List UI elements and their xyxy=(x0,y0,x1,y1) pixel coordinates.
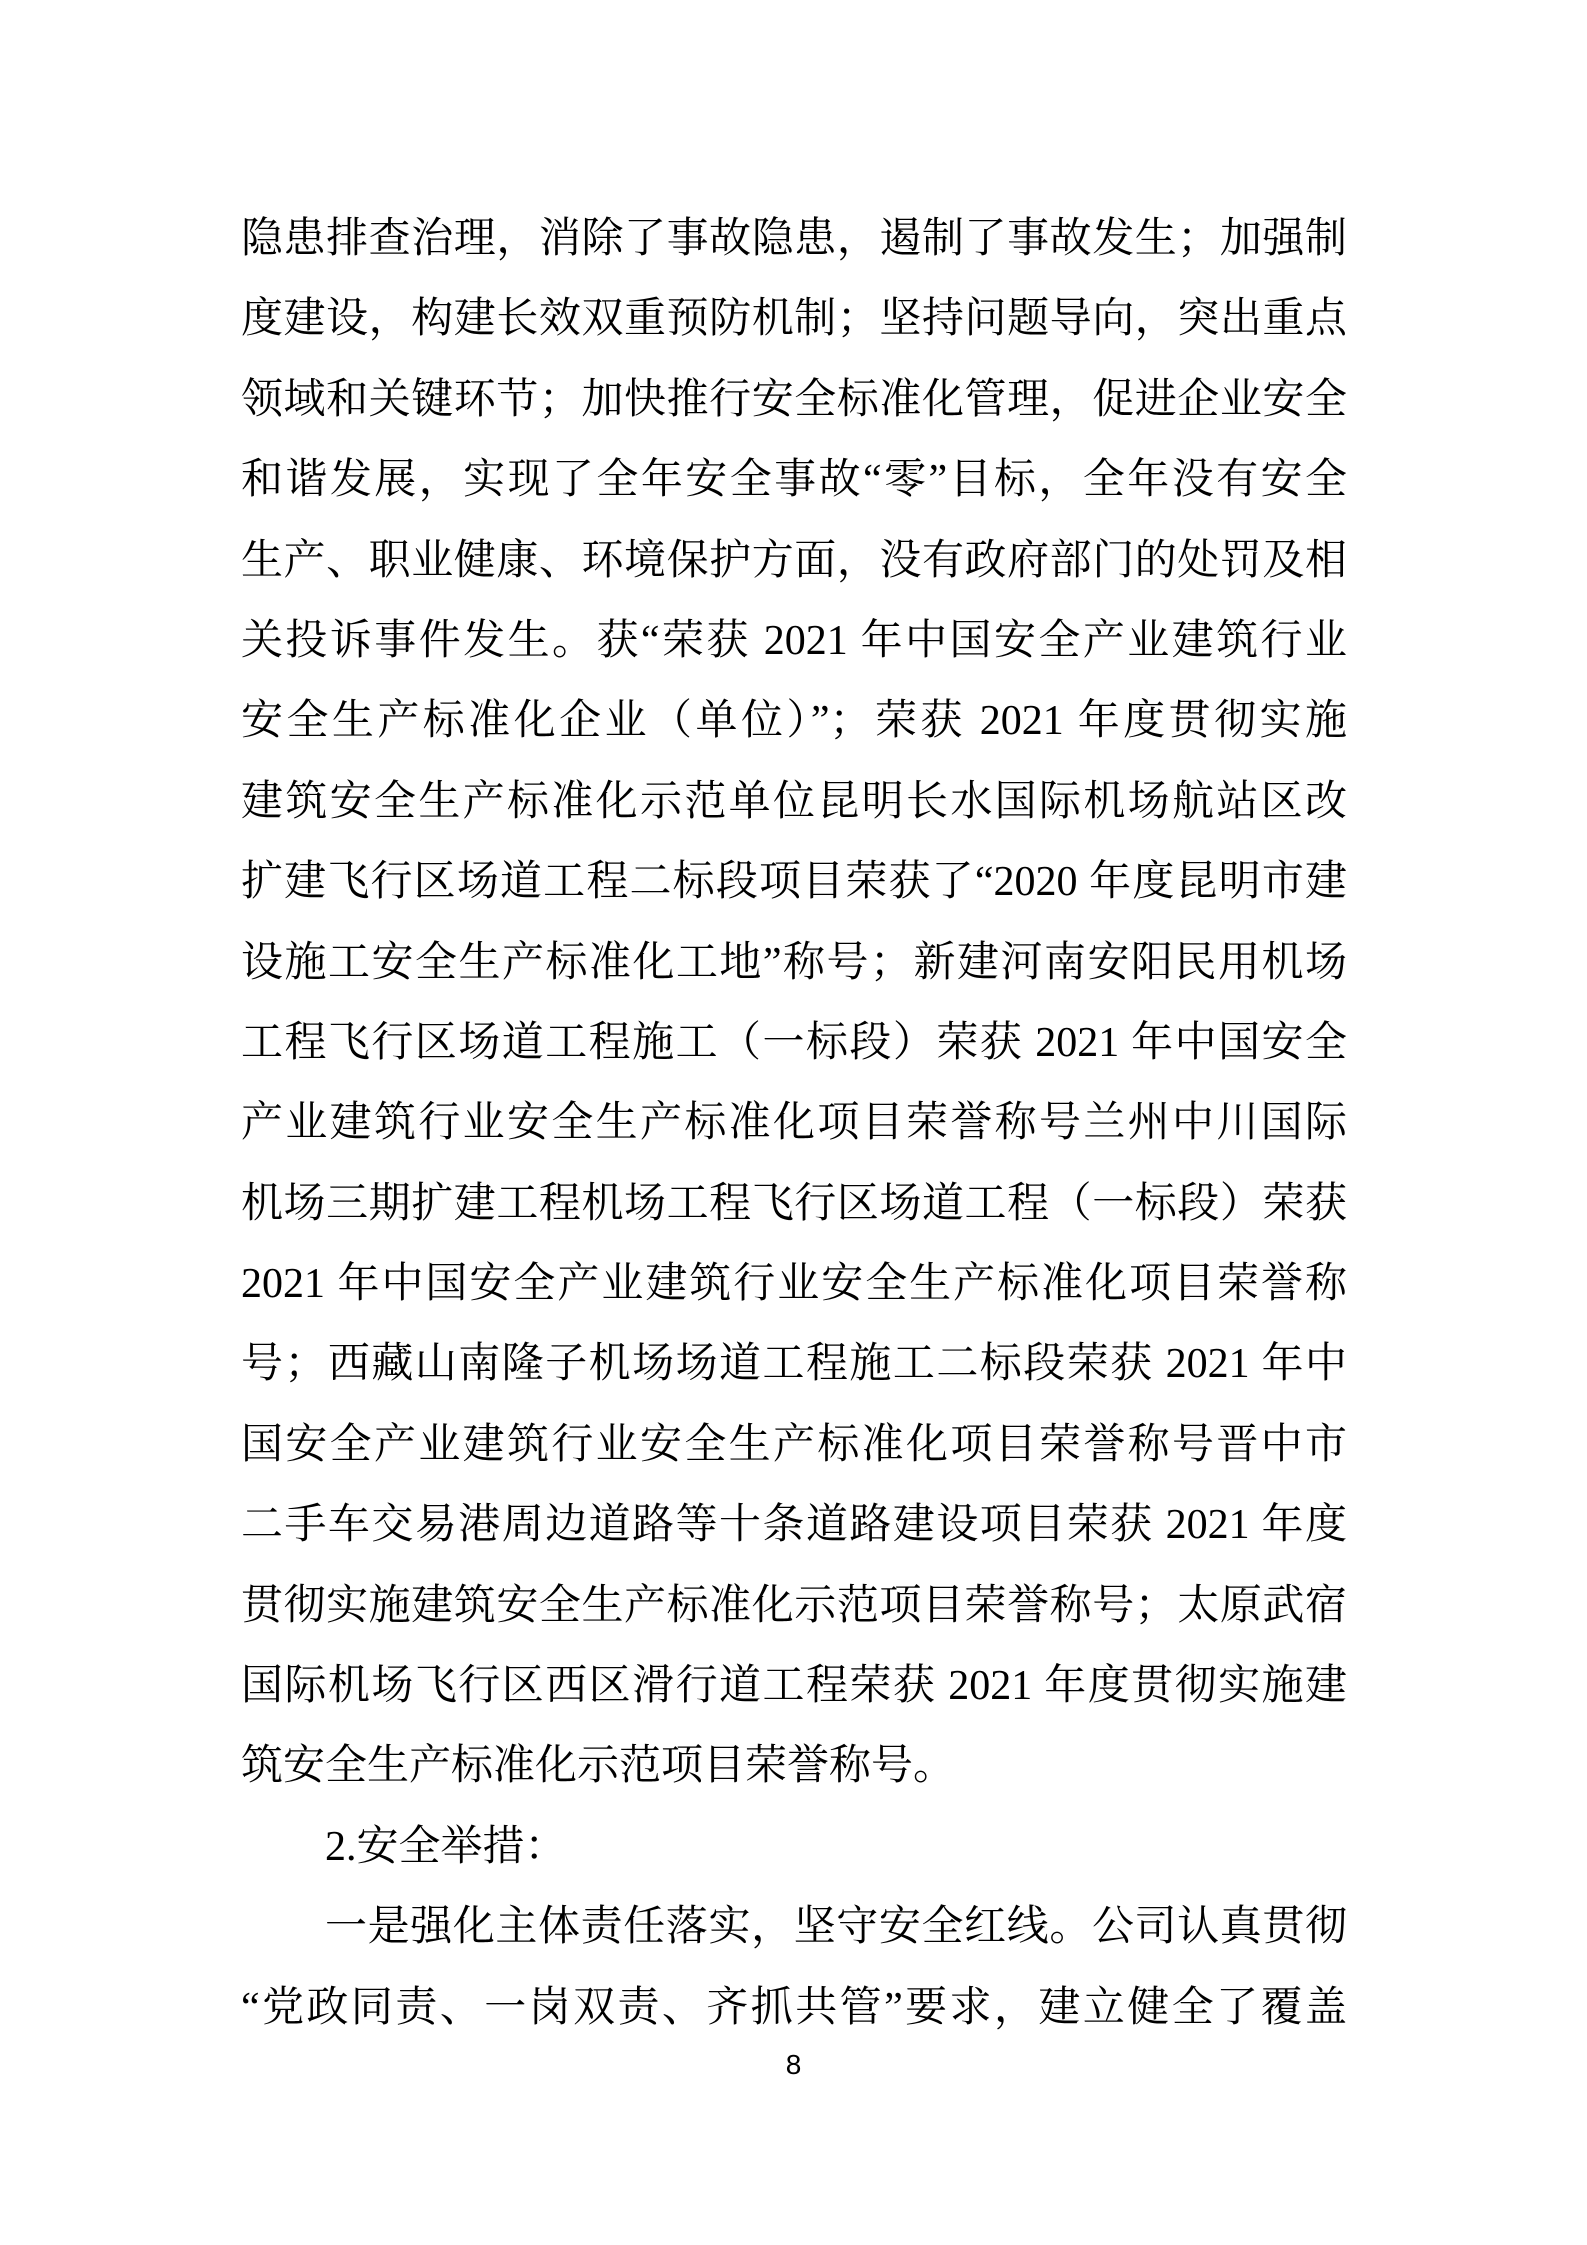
text-line: 建筑安全生产标准化示范单位昆明长水国际机场航站区改 xyxy=(241,778,1347,825)
text-line: 二手车交易港周边道路等十条道路建设项目荣获 2021 年度 xyxy=(241,1502,1347,1549)
text-line: 2021 年中国安全产业建筑行业安全生产标准化项目荣誉称 xyxy=(241,1261,1347,1308)
text-line: 安全生产标准化企业（单位）”；荣获 2021 年度贯彻实施 xyxy=(241,698,1347,745)
text-line: 度建设，构建长效双重预防机制；坚持问题导向，突出重点 xyxy=(241,296,1347,343)
text-line: 领域和关键环节；加快推行安全标准化管理，促进企业安全 xyxy=(241,376,1347,423)
text-line: 国安全产业建筑行业安全生产标准化项目荣誉称号晋中市 xyxy=(241,1421,1347,1468)
paragraph-end-line: 筑安全生产标准化示范项目荣誉称号。 xyxy=(241,1743,956,1790)
page-number: 8 xyxy=(785,2049,802,2080)
text-line: 设施工安全生产标准化工地”称号；新建河南安阳民用机场 xyxy=(241,939,1347,986)
text-line: 关投诉事件发生。获“荣获 2021 年中国安全产业建筑行业 xyxy=(241,617,1347,664)
text-line: 一是强化主体责任落实，坚守安全红线。公司认真贯彻 xyxy=(325,1904,1347,1951)
text-line: 机场三期扩建工程机场工程飞行区场道工程（一标段）荣获 xyxy=(241,1180,1347,1227)
section-heading-line: 2.安全举措： xyxy=(325,1823,567,1870)
text-line: “党政同责、一岗双责、齐抓共管”要求，建立健全了覆盖 xyxy=(241,1984,1347,2031)
text-line: 产业建筑行业安全生产标准化项目荣誉称号兰州中川国际 xyxy=(241,1100,1347,1147)
text-line: 和谐发展，实现了全年安全事故“零”目标，全年没有安全 xyxy=(241,457,1347,504)
text-line: 贯彻实施建筑安全生产标准化示范项目荣誉称号；太原武宿 xyxy=(241,1582,1347,1629)
text-line: 号；西藏山南隆子机场场道工程施工二标段荣获 2021 年中 xyxy=(241,1341,1347,1388)
document-body xyxy=(241,199,1347,2048)
text-line: 工程飞行区场道工程施工（一标段）荣获 2021 年中国安全 xyxy=(241,1019,1347,1066)
text-line: 扩建飞行区场道工程二标段项目荣获了“2020 年度昆明市建 xyxy=(241,859,1347,906)
text-line: 隐患排查治理，消除了事故隐患，遏制了事故发生；加强制 xyxy=(241,216,1347,262)
text-line: 生产、职业健康、环境保护方面，没有政府部门的处罚及相 xyxy=(241,537,1347,584)
text-line: 国际机场飞行区西区滑行道工程荣获 2021 年度贯彻实施建 xyxy=(241,1663,1347,1710)
